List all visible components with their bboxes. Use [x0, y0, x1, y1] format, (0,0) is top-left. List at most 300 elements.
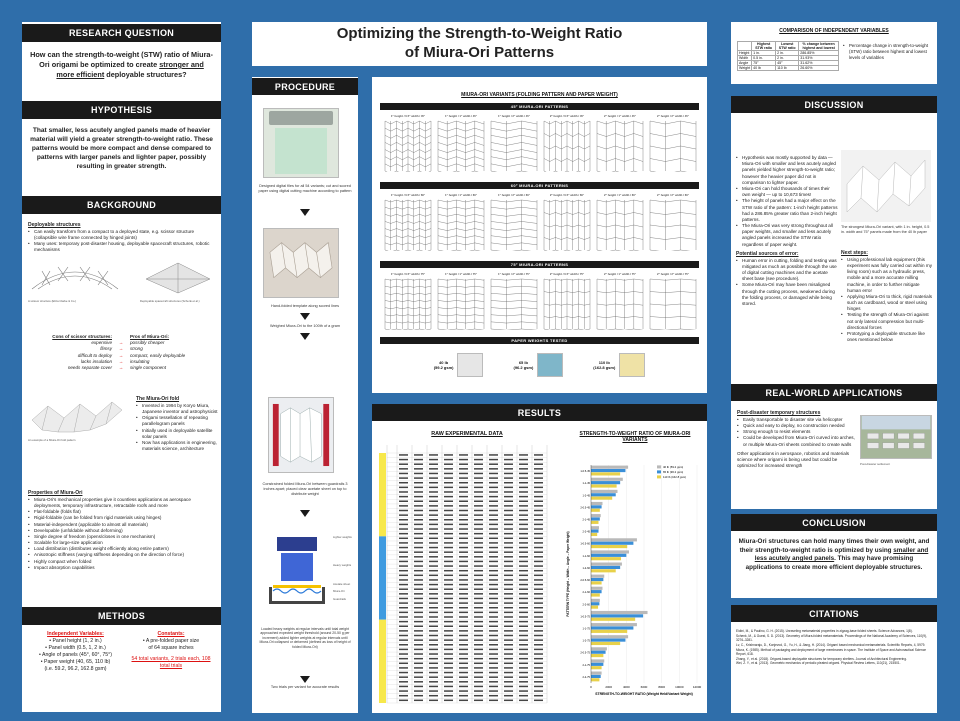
error-heading: Potential sources of error: — [736, 250, 799, 257]
table-cell-value — [474, 672, 483, 674]
variant-group-header: 75° MIURA-ORI PATTERNS — [380, 261, 699, 268]
table-cell-value — [504, 690, 513, 692]
table-cell-value — [444, 565, 453, 567]
table-cell-value — [414, 454, 423, 456]
table-cell-value — [444, 588, 453, 590]
table-cell-value — [429, 496, 438, 498]
table-cell-value — [474, 686, 483, 688]
chart-bar — [591, 647, 607, 650]
chart-category-label: 2-0.5-60 — [580, 579, 590, 583]
chart-category-label: 2-1-45 — [582, 518, 590, 522]
independent-item: • Panel height (1, 2 in.) — [49, 638, 102, 645]
table-cell-value — [474, 510, 483, 512]
chart-bar — [591, 671, 602, 674]
table-cell-value — [429, 500, 438, 502]
table-cell-value — [459, 538, 468, 540]
table-cell-value — [504, 630, 513, 632]
table-cell-value — [474, 593, 483, 595]
table-cell-value — [489, 538, 498, 540]
table-cell-value — [489, 551, 498, 553]
next-step-item: • Using professional lab equipment (this experiment was fully carried out within my living room) such as a hydraulic press, mobile and a more accurate milling machine, in order to further mitigate human error — [841, 257, 933, 294]
next-step-item: • Applying Miura-Ori to thick, rigid materials such as cardboard, wood or steel using hinges — [841, 294, 933, 313]
table-group-marker — [379, 620, 386, 703]
table-cell-value — [399, 602, 408, 604]
table-cell-value — [444, 658, 453, 660]
table-cell-value — [444, 695, 453, 697]
property-item: • Single degree of freedom (opens/closes in one mechanism) — [28, 534, 216, 540]
table-cell-value — [399, 672, 408, 674]
discussion-header: DISCUSSION — [731, 96, 937, 113]
table-cell-value — [399, 700, 408, 702]
table-cell-value — [504, 505, 513, 507]
table-cell-value — [399, 524, 408, 526]
variant-fold-lines — [650, 121, 696, 172]
table-cell-value — [504, 468, 513, 470]
variant-fold-lines — [597, 279, 643, 330]
table-cell-value — [504, 588, 513, 590]
table-cell-value — [489, 496, 498, 498]
table-cell-value — [534, 630, 543, 632]
variant-fold-lines — [597, 200, 643, 251]
chart-bar — [591, 550, 629, 553]
table-cell-value — [489, 630, 498, 632]
table-cell-value — [399, 538, 408, 540]
table-cell-value — [399, 496, 408, 498]
guardrail-setup-image — [268, 397, 334, 473]
table-cell-value — [444, 607, 453, 609]
table-cell-value — [474, 459, 483, 461]
table-cell-value — [399, 612, 408, 614]
table-cell-value — [399, 607, 408, 609]
real-world-body — [737, 410, 855, 469]
conclusion-header: CONCLUSION — [731, 514, 937, 531]
table-cell-value — [489, 676, 498, 678]
table-cell-value — [534, 570, 543, 572]
table-cell-value — [459, 459, 468, 461]
table-cell-value — [399, 690, 408, 692]
table-cell-value — [429, 468, 438, 470]
table-cell-value — [489, 561, 498, 563]
table-cell-value — [414, 690, 423, 692]
table-cell-value — [414, 524, 423, 526]
pro-item: possibly cheaper — [130, 340, 165, 346]
table-cell-value — [459, 621, 468, 623]
table-cell-value — [534, 658, 543, 660]
comparison-cell: 31.93% — [799, 56, 839, 61]
diagram-label: Miura-Ori — [333, 589, 345, 593]
table-cell-value — [489, 528, 498, 530]
table-cell-value — [459, 556, 468, 558]
table-cell-value — [504, 649, 513, 651]
chart-x-tick-label: 8000 — [658, 685, 666, 689]
table-cell-value — [474, 681, 483, 683]
citation-item: Miura, K. (1985). Method of packaging and deployment of large membranes in space. The Institute of Space and Astronautical Science Report, 618. — [736, 647, 927, 657]
table-cell-value — [534, 593, 543, 595]
comparison-cell: 2 in. — [776, 51, 799, 56]
table-cell-value — [459, 487, 468, 489]
table-cell-value — [459, 658, 468, 660]
table-cell-value — [534, 551, 543, 553]
deployable-section — [28, 222, 216, 254]
property-item: • Rigid-foldable (can be folded from rigid materials using hinges) — [28, 515, 216, 521]
table-cell-value — [399, 575, 408, 577]
table-cell-value — [474, 635, 483, 637]
chart-bar — [591, 581, 602, 584]
table-cell-value — [534, 473, 543, 475]
table-cell-value — [534, 686, 543, 688]
table-cell-value — [504, 625, 513, 627]
chart-bar — [591, 599, 600, 602]
table-cell-value — [489, 468, 498, 470]
table-cell-value — [489, 510, 498, 512]
table-cell-value — [534, 510, 543, 512]
variant-pattern — [543, 278, 591, 330]
fold-heading: The Miura-Ori fold — [136, 396, 180, 402]
table-cell-value — [399, 473, 408, 475]
table-cell-value — [474, 621, 483, 623]
table-cell-value — [474, 695, 483, 697]
table-cell-value — [519, 570, 528, 572]
table-cell-value — [399, 491, 408, 493]
chart-bar — [591, 593, 600, 596]
table-cell-value — [459, 565, 468, 567]
table-cell-value — [414, 621, 423, 623]
table-cell-value — [504, 463, 513, 465]
table-cell-value — [504, 639, 513, 641]
table-cell-value — [429, 519, 438, 521]
table-cell-value — [474, 612, 483, 614]
paper-weights-header: PAPER WEIGHTS TESTED — [380, 337, 699, 344]
chart-bar — [591, 521, 599, 524]
con-item: flimsy — [100, 346, 112, 352]
variant-label: 1" height / 2" width / 75° — [498, 272, 530, 276]
variant-pattern — [649, 278, 697, 330]
table-cell-value — [414, 658, 423, 660]
table-cell-value — [444, 473, 453, 475]
table-cell-value — [399, 667, 408, 669]
table-cell-value — [444, 621, 453, 623]
table-cell-value — [474, 538, 483, 540]
table-cell-value — [444, 528, 453, 530]
chart-bar — [591, 614, 643, 617]
chart-bar — [591, 514, 601, 517]
table-cell-value — [429, 505, 438, 507]
table-cell-value — [519, 514, 528, 516]
chart-x-tick-label: 2000 — [605, 685, 613, 689]
table-cell-value — [474, 644, 483, 646]
table-cell-value — [414, 575, 423, 577]
table-cell-value — [519, 491, 528, 493]
chart-bar — [591, 602, 599, 605]
table-cell-value — [459, 690, 468, 692]
table-cell-value — [429, 575, 438, 577]
table-cell-value — [399, 676, 408, 678]
table-cell-value — [519, 690, 528, 692]
table-cell-value — [429, 556, 438, 558]
table-cell-value — [489, 593, 498, 595]
chart-x-tick-label: 0 — [590, 685, 592, 689]
table-cell-value — [519, 575, 528, 577]
table-cell-value — [414, 635, 423, 637]
table-cell-value — [459, 468, 468, 470]
table-cell-value — [504, 491, 513, 493]
table-cell-value — [519, 653, 528, 655]
table-cell-value — [519, 519, 528, 521]
table-cell-value — [459, 593, 468, 595]
pros-heading: Pros of Miura-Ori: — [130, 334, 170, 339]
table-cell-value — [444, 612, 453, 614]
table-cell-value — [444, 672, 453, 674]
table-cell-value — [444, 500, 453, 502]
table-cell-value — [444, 482, 453, 484]
table-cell-value — [399, 565, 408, 567]
background-header: BACKGROUND — [22, 196, 221, 214]
table-cell-value — [429, 528, 438, 530]
chart-bar — [591, 497, 612, 500]
table-cell-value — [414, 630, 423, 632]
table-cell-value — [444, 514, 453, 516]
table-cell-value — [414, 533, 423, 535]
table-cell-value — [399, 584, 408, 586]
constant-item: • A pre-folded paper size — [142, 638, 200, 645]
arrow-icon: → — [118, 340, 124, 346]
pro-item: strong — [130, 346, 143, 352]
table-cell-value — [399, 505, 408, 507]
table-cell-value — [429, 695, 438, 697]
variant-pattern — [596, 199, 644, 251]
table-cell-value — [459, 695, 468, 697]
chart-bar — [591, 587, 602, 590]
table-cell-value — [534, 459, 543, 461]
table-cell-value — [504, 551, 513, 553]
paper-65lb-swatch — [537, 353, 563, 377]
loading-diagram — [263, 529, 339, 624]
chart-x-tick-label: 10000 — [675, 685, 684, 689]
table-cell-value — [414, 519, 423, 521]
independent-item: • Panel width (0.5, 1, 2 in.) — [45, 645, 106, 652]
table-cell-value — [414, 561, 423, 563]
table-cell-value — [414, 612, 423, 614]
table-cell-value — [429, 463, 438, 465]
chart-bar — [591, 578, 603, 581]
table-cell-value — [459, 510, 468, 512]
chart-y-axis-label: PATTERN TYPE (Height – Width – Angle – Paper Weight) — [566, 531, 570, 617]
chart-bar — [591, 530, 599, 533]
table-cell-value — [519, 505, 528, 507]
table-cell-value — [474, 561, 483, 563]
table-cell-value — [414, 514, 423, 516]
chart-category-label: 1-1-45 — [582, 482, 590, 486]
table-cell-value — [474, 524, 483, 526]
raw-data-table — [378, 443, 556, 705]
table-cell-value — [474, 505, 483, 507]
table-cell-value — [534, 644, 543, 646]
table-cell-value — [459, 575, 468, 577]
table-cell-value — [504, 602, 513, 604]
table-cell-value — [444, 649, 453, 651]
table-cell-value — [474, 519, 483, 521]
variant-label: 2" height / 1" width / 75° — [604, 272, 636, 276]
table-cell-value — [399, 649, 408, 651]
table-cell-value — [459, 639, 468, 641]
table-cell-value — [534, 468, 543, 470]
table-cell-value — [444, 700, 453, 702]
table-cell-value — [444, 635, 453, 637]
table-cell-value — [489, 602, 498, 604]
strongest-variant-caption: The strongest Miura-Ori variant, with 1 in. height, 0.5 in. width and 75° panels made from the 40 lb paper — [841, 225, 930, 234]
table-cell-value — [414, 556, 423, 558]
table-cell-value — [414, 653, 423, 655]
comparison-header-cell: Lowest STW ratio — [776, 42, 799, 51]
chart-bar — [591, 502, 602, 505]
table-cell-value — [459, 584, 468, 586]
real-world-heading: Post-disaster temporary structures — [737, 410, 821, 416]
table-cell-value — [519, 621, 528, 623]
chart-title: STRENGTH-TO-WEIGHT RATIO OF MIURA-ORI VARIANTS — [579, 431, 691, 443]
table-cell-value — [399, 681, 408, 683]
table-cell-value — [414, 482, 423, 484]
chart-category-label: 2-0.5-75 — [580, 651, 590, 655]
table-cell-value — [534, 482, 543, 484]
table-cell-value — [429, 542, 438, 544]
scissor-structure-image — [28, 259, 122, 297]
table-cell-value — [474, 602, 483, 604]
discussion-item: • Miura-Ori can hold thousands of times their own weight — up to 10,673 times! — [736, 186, 838, 198]
table-cell-value — [474, 556, 483, 558]
table-cell-value — [429, 561, 438, 563]
table-cell-value — [444, 598, 453, 600]
comparison-title: COMPARISON OF INDEPENDENT VARIABLES — [779, 28, 889, 34]
table-cell-value — [519, 612, 528, 614]
chart-category-label: 1-0.5-75 — [580, 615, 590, 619]
chart-bar — [591, 666, 602, 669]
table-cell-value — [519, 459, 528, 461]
table-cell-value — [519, 528, 528, 530]
variant-fold-lines — [438, 200, 484, 251]
table-cell-value — [429, 672, 438, 674]
table-cell-value — [534, 565, 543, 567]
table-cell-value — [519, 676, 528, 678]
table-cell-value — [399, 468, 408, 470]
table-cell-value — [459, 598, 468, 600]
table-cell-value — [429, 616, 438, 618]
citation-item: Eidini, M., & Paulino, G. H. (2015). Unraveling metamaterial properties in zigzag-base folded sheets. Science Advances, 1(8). — [736, 629, 913, 633]
table-cell-value — [504, 621, 513, 623]
chart-bar — [591, 639, 625, 642]
table-cell-value — [474, 496, 483, 498]
table-cell-value — [444, 551, 453, 553]
settlement-caption: Post-disaster settlement — [860, 462, 891, 466]
table-cell-value — [474, 547, 483, 549]
comparison-cell: 40 lb — [752, 66, 776, 71]
table-cell-value — [414, 477, 423, 479]
paper-65lb: 65 lb (96.2 gsm) — [513, 353, 563, 377]
scissor-caption: A scissor structure (Eliza Clarke & Co.) — [28, 299, 77, 303]
table-cell-value — [444, 644, 453, 646]
table-cell-value — [489, 454, 498, 456]
chart-legend-label: 65 lb (96.2 gsm) — [663, 470, 684, 474]
table-cell-value — [504, 616, 513, 618]
table-cell-value — [414, 584, 423, 586]
variant-pattern — [490, 199, 538, 251]
paper-40lb-swatch — [457, 353, 483, 377]
table-cell-value — [519, 579, 528, 581]
table-cell-value — [519, 538, 528, 540]
table-cell-value — [519, 500, 528, 502]
table-cell-value — [474, 533, 483, 535]
table-cell-value — [444, 570, 453, 572]
table-cell-value — [459, 653, 468, 655]
table-cell-value — [519, 593, 528, 595]
table-cell-value — [504, 542, 513, 544]
table-cell-value — [414, 607, 423, 609]
table-cell-value — [399, 658, 408, 660]
table-cell-value — [489, 533, 498, 535]
citations-list — [736, 629, 932, 666]
table-cell-value — [459, 700, 468, 702]
table-cell-value — [414, 667, 423, 669]
table-cell-value — [489, 621, 498, 623]
chart-category-label: 2-2-60 — [582, 603, 590, 607]
table-cell-value — [534, 519, 543, 521]
table-cell-value — [459, 482, 468, 484]
comparison-cell: 110 lb — [776, 66, 799, 71]
table-cell-value — [489, 663, 498, 665]
table-cell-value — [489, 690, 498, 692]
table-cell-value — [519, 477, 528, 479]
table-cell-value — [519, 616, 528, 618]
table-cell-value — [519, 547, 528, 549]
table-cell-value — [414, 551, 423, 553]
table-cell-value — [429, 625, 438, 627]
property-item: • Highly compact when folded — [28, 559, 216, 565]
table-cell-value — [444, 681, 453, 683]
variants-title: MIURA-ORI VARIANTS (FOLDING PATTERN AND PAPER WEIGHT) — [461, 92, 618, 98]
table-cell-value — [519, 602, 528, 604]
chart-legend-label: 40 lb (59.2 gsm) — [663, 465, 684, 469]
table-cell-value — [444, 477, 453, 479]
table-cell-value — [429, 459, 438, 461]
chart-bar — [591, 526, 599, 529]
property-item: • Material-independent (applicable to almost all materials) — [28, 522, 216, 528]
table-cell-value — [459, 607, 468, 609]
table-cell-value — [429, 644, 438, 646]
cutting-mat — [275, 128, 327, 174]
stw-chart — [565, 447, 703, 707]
table-cell-value — [429, 524, 438, 526]
table-cell-value — [429, 690, 438, 692]
table-cell-value — [414, 505, 423, 507]
table-cell-value — [489, 653, 498, 655]
table-cell-value — [489, 575, 498, 577]
table-cell-value — [504, 663, 513, 665]
variant-pattern — [437, 199, 485, 251]
table-cell-value — [429, 635, 438, 637]
comparison-header-cell: Highest STW ratio — [752, 42, 776, 51]
chart-category-label: 1-2-45 — [582, 494, 590, 498]
table-cell-value — [399, 644, 408, 646]
hypothesis-text: That smaller, less acutely angled panels made of heavier material will yield a greater strength-to-weight ratio. These patterns would be more compact and dense compared to patterns with larger panels and lighter paper, possibly resulting in greater strength. — [30, 127, 213, 170]
procedure-step-3: Weighed Miura-Ori to the 100th of a gram — [270, 324, 340, 328]
table-cell-value — [534, 700, 543, 702]
table-cell-value — [489, 482, 498, 484]
table-cell-value — [489, 477, 498, 479]
table-cell-value — [489, 500, 498, 502]
table-cell-value — [474, 663, 483, 665]
table-cell-value — [489, 565, 498, 567]
table-cell-value — [504, 538, 513, 540]
table-cell-value — [504, 459, 513, 461]
